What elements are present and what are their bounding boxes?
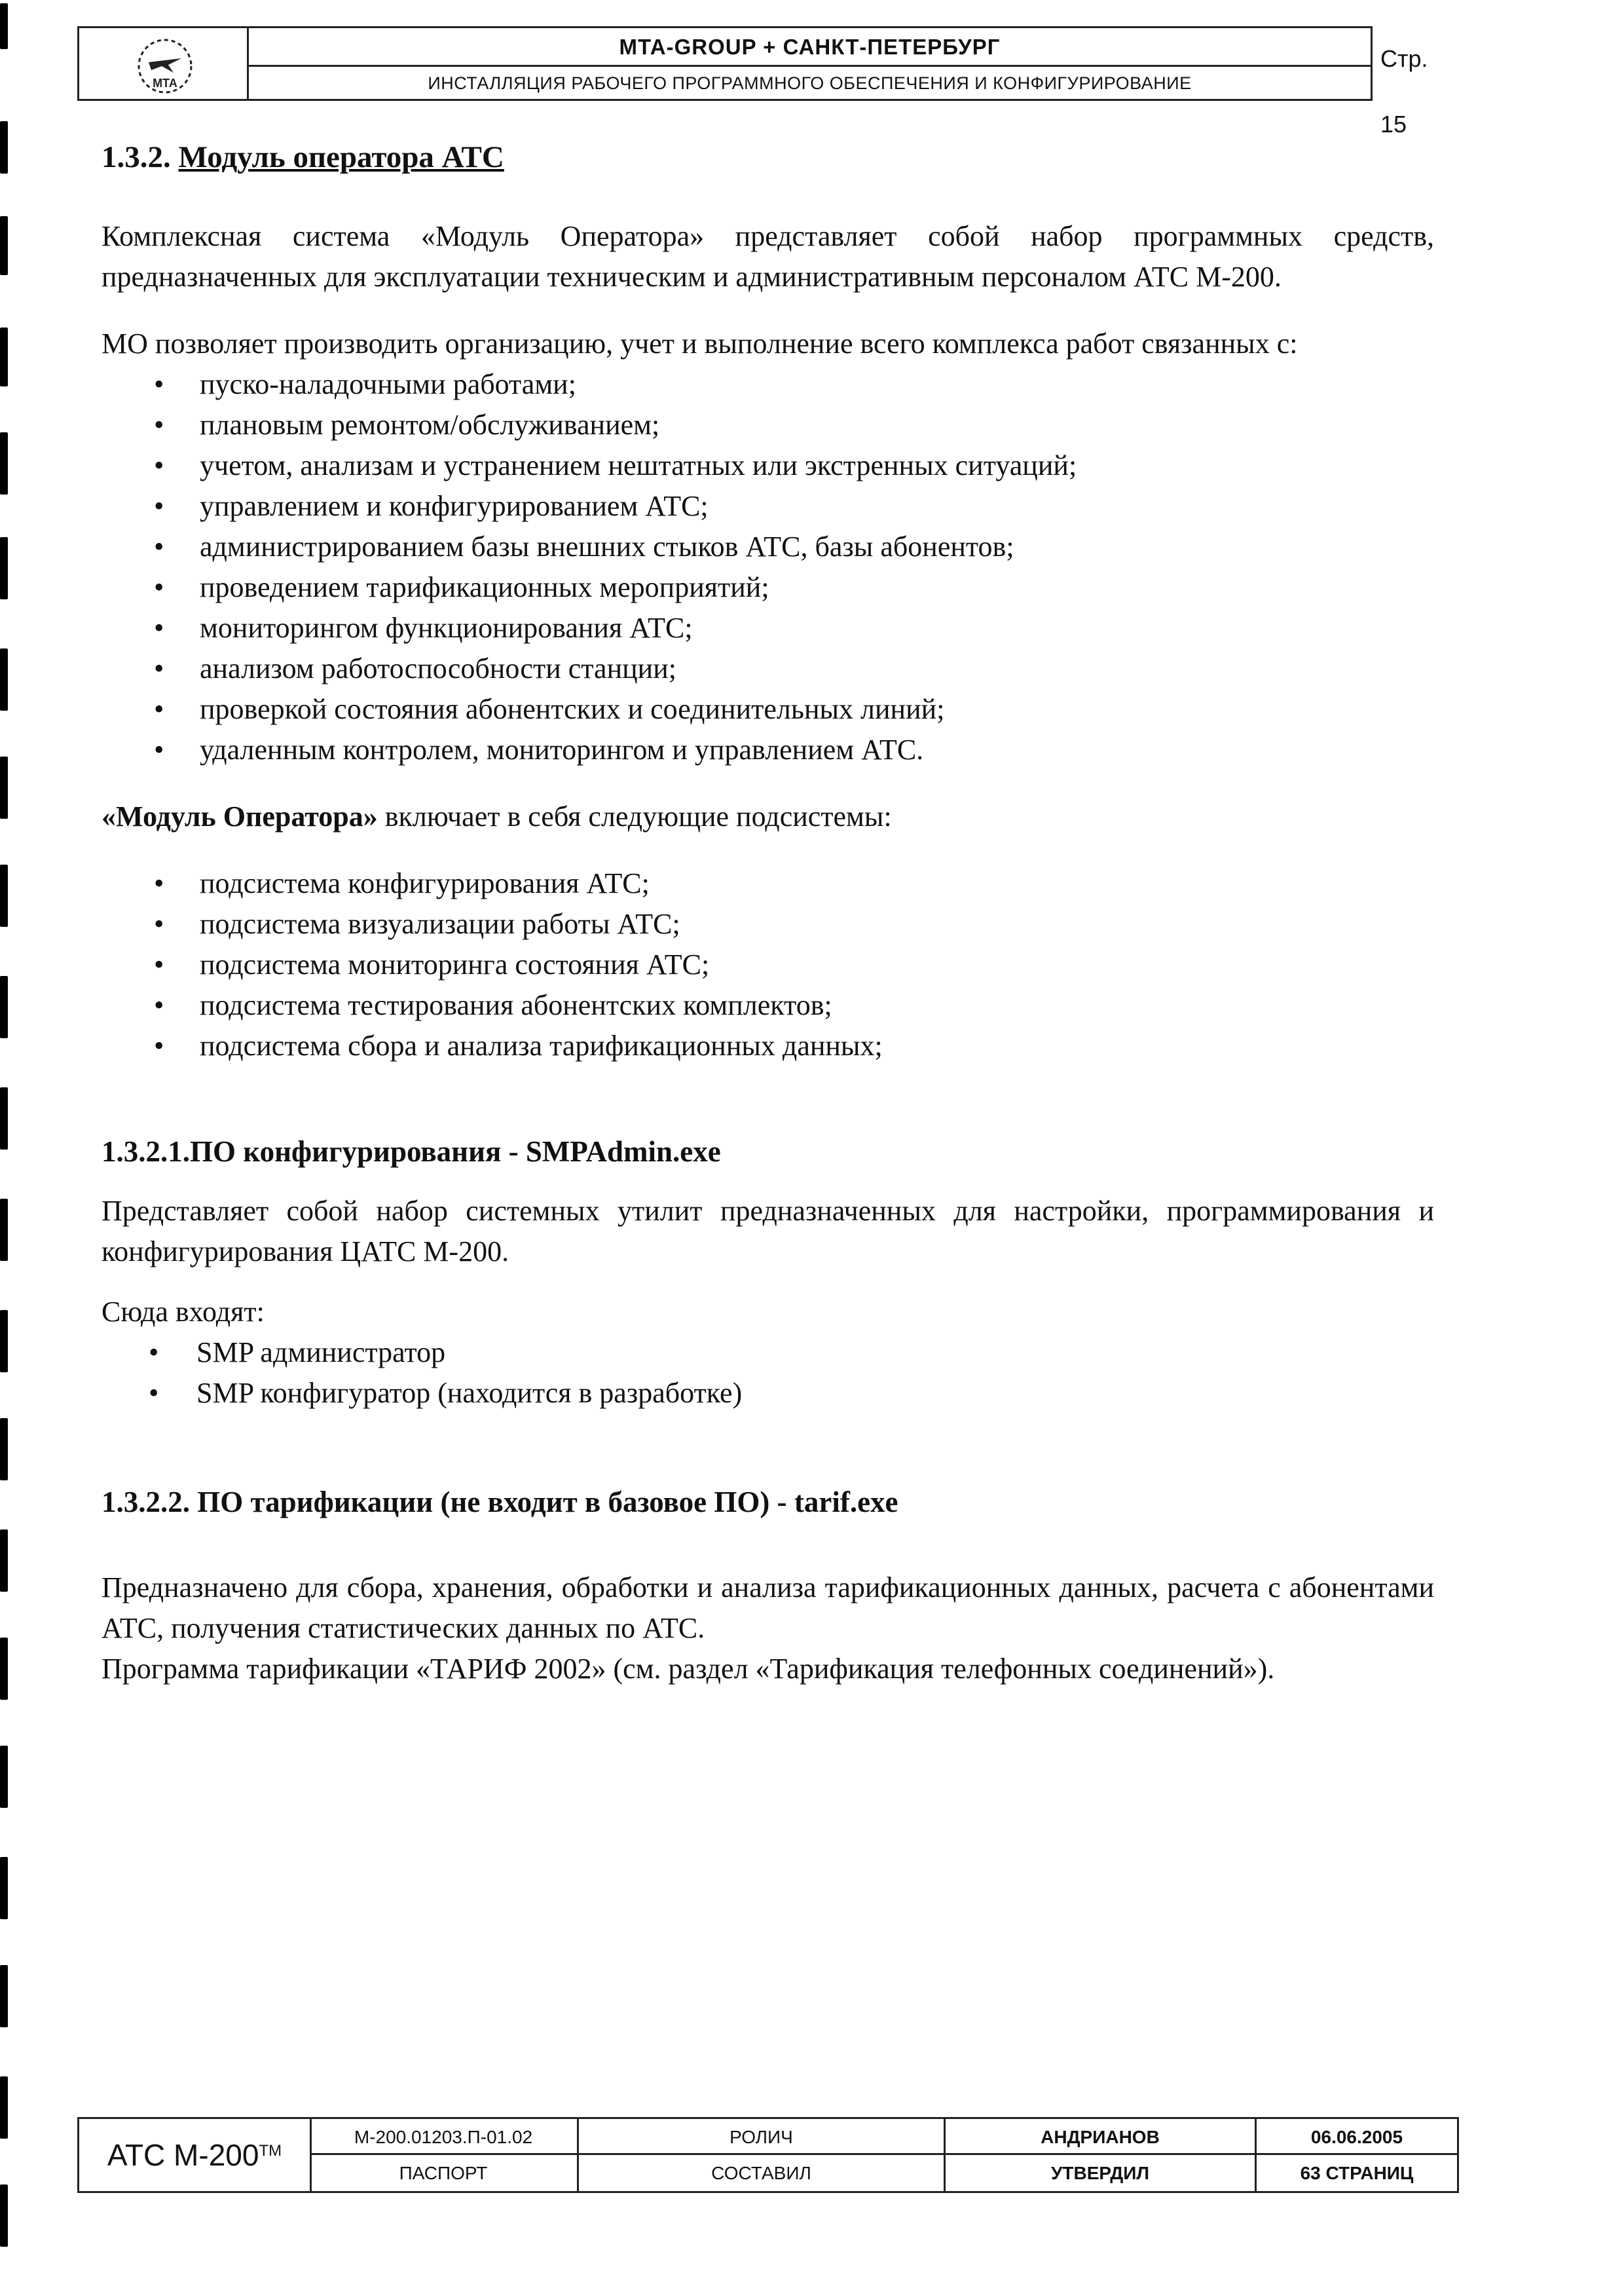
list-item: • анализом работоспособности станции;	[101, 648, 1434, 689]
approver-label: УТВЕРДИЛ	[946, 2155, 1257, 2191]
list-item: • подсистема мониторинга состояния АТС;	[101, 945, 1434, 985]
document-title: ИНСТАЛЛЯЦИЯ РАБОЧЕГО ПРОГРАММНОГО ОБЕСПЕЧЕНИЯ И КОНФИГУРИРОВАНИЕ	[428, 73, 1192, 93]
list-item: • подсистема тестирования абонентских комплектов;	[101, 985, 1434, 1026]
includes-label: Сюда входят:	[101, 1296, 265, 1328]
list-item: • управлением и конфигурированием АТС;	[101, 486, 1434, 527]
svg-text:МТА: МТА	[153, 77, 177, 90]
subsection-heading-config: 1.3.2.1.ПО конфигурирования - SMPAdmin.exe	[101, 1135, 721, 1168]
subsystems-rest: включает в себя следующие подсистемы:	[377, 800, 892, 833]
list-item: • удаленным контролем, мониторингом и управлением АТС.	[101, 730, 1434, 770]
subsystems-name: «Модуль Оператора»	[101, 800, 378, 833]
page-content	[101, 138, 1434, 1689]
tarif-program-text: Программа тарификации «ТАРИФ 2002» (см. раздел «Тарификация телефонных соединений»).	[101, 1653, 1275, 1685]
page-footer	[77, 2117, 1459, 2193]
product-name: АТС М-200™	[79, 2119, 312, 2191]
mta-logo-icon	[122, 33, 208, 98]
subsystems-intro	[101, 797, 1434, 837]
section-heading	[101, 138, 1434, 177]
page-header	[77, 26, 1459, 138]
doc-type: ПАСПОРТ	[310, 2155, 579, 2191]
mo-text: МО позволяет производить организацию, учет и выполнение всего комплекса работ связанных с:	[101, 328, 1298, 360]
author-name: РОЛИЧ	[579, 2119, 946, 2155]
list-item: • администрированием базы внешних стыков АТС, базы абонентов;	[101, 527, 1434, 567]
binding-holes	[0, 0, 9, 2269]
list-item: • мониторингом функционирования АТС;	[101, 608, 1434, 648]
author-label: СОСТАВИЛ	[579, 2155, 946, 2191]
mo-list	[101, 364, 1434, 770]
list-item: • подсистема сбора и анализа тарификационных данных;	[101, 1026, 1434, 1066]
list-item: • проведением тарификационных мероприятий;	[101, 567, 1434, 608]
smp-list	[101, 1332, 1434, 1414]
approver-name: АНДРИАНОВ	[946, 2119, 1257, 2155]
doc-code: М-200.01203.П-01.02	[310, 2119, 579, 2155]
list-item: • учетом, анализам и устранением нештатных или экстренных ситуаций;	[101, 445, 1434, 486]
page-count: 63 СТРАНИЦ	[1300, 2163, 1414, 2183]
header-title-block	[249, 26, 1373, 101]
subsection-heading-tarif: 1.3.2.2. ПО тарификации (не входит в базовое ПО) - tarif.exe	[101, 1486, 898, 1518]
section-title: Модуль оператора АТС	[178, 140, 504, 174]
subsystems-list	[101, 863, 1434, 1066]
tarif-text: Предназначено для сбора, хранения, обработки и анализа тарификационных данных, расчета с абонентами АТС, получения статистических данных по АТС.	[101, 1571, 1434, 1644]
doc-date: 06.06.2005	[1257, 2119, 1457, 2155]
list-item: • плановым ремонтом/обслуживанием;	[101, 405, 1434, 445]
company-logo	[77, 26, 249, 101]
list-item: • SMP администратор	[101, 1332, 1434, 1373]
page-number: Стр. 15	[1380, 45, 1428, 138]
list-item: • подсистема визуализации работы АТС;	[101, 904, 1434, 945]
section-intro: Комплексная система «Модуль Оператора» представляет собой набор программных средств, предназначенных для эксплуатации техническим и административным персоналом АТС М-200.	[101, 220, 1434, 293]
company-line: MTA-GROUP + САНКТ-ПЕТЕРБУРГ	[249, 28, 1371, 67]
list-item: • пуско-наладочными работами;	[101, 364, 1434, 405]
config-text: Представляет собой набор системных утилит предназначенных для настройки, программирования и конфигурирования ЦАТС М-200.	[101, 1195, 1434, 1267]
section-number: 1.3.2.	[101, 140, 171, 174]
list-item: • подсистема конфигурирования АТС;	[101, 863, 1434, 904]
list-item: • SMP конфигуратор (находится в разработке)	[101, 1373, 1434, 1414]
list-item: • проверкой состояния абонентских и соединительных линий;	[101, 689, 1434, 730]
